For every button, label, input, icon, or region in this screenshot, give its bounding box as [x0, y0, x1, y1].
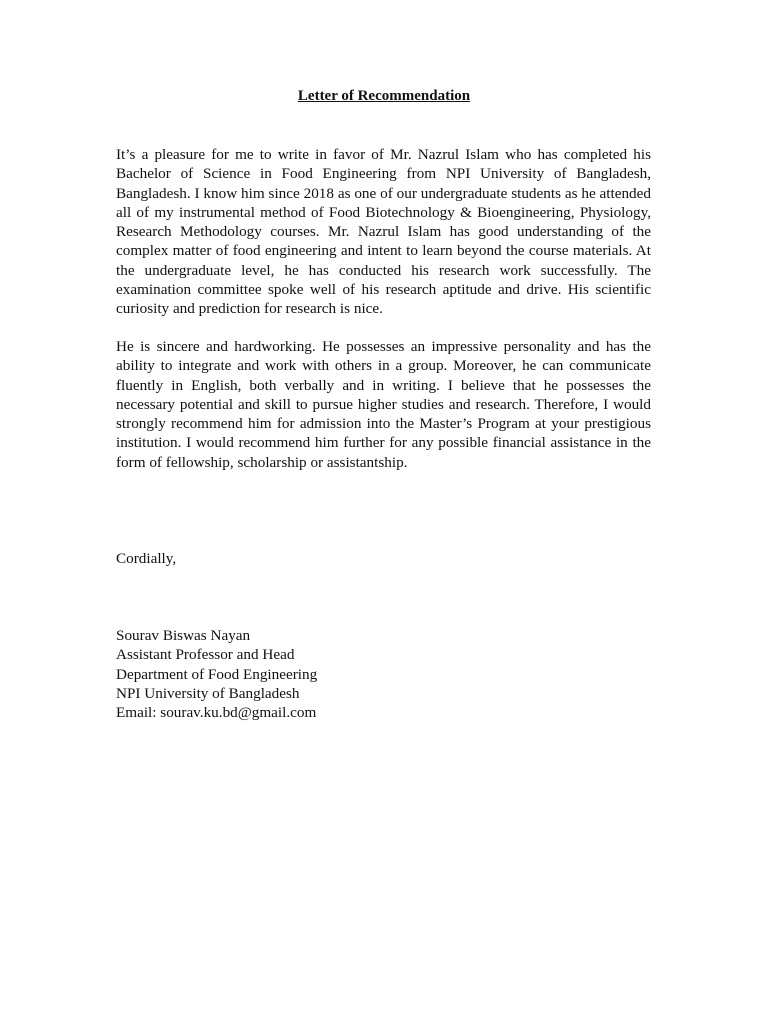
closing-salutation: Cordially, — [116, 550, 177, 567]
signer-email: Email: sourav.ku.bd@gmail.com — [116, 704, 317, 722]
letter-title: Letter of Recommendation — [297, 88, 471, 104]
signer-name: Sourav Biswas Nayan — [116, 627, 251, 644]
body-paragraph-2: He is sincere and hardworking. He possesses an impressive personality and has the ability to integrate and work with others in a group. Moreover, he can communicate fluently in English, both verbally and in writing. I believe that he possesses the necessary potential and skill to pursue higher studies and research. Therefore, I would strongly recommend him for admission into the Master’s Program at your prestigious institution. I would recommend him further for any possible financial assistance in the form of fellowship, scholarship or assistantship. — [116, 338, 651, 471]
signature-block — [116, 626, 317, 722]
signer-department: Department of Food Engineering — [116, 665, 318, 683]
signer-institution: NPI University of Bangladesh — [116, 684, 300, 702]
body-paragraph-1: It’s a pleasure for me to write in favor of Mr. Nazrul Islam who has completed his Bachelor of Science in Food Engineering from NPI University of Bangladesh, Bangladesh. I know him since 2018 as one of our undergraduate students as he attended all of my instrumental method of Food Biotechnology & Bioengineering, Physiology, Research Methodology courses. Mr. Nazrul Islam has good understanding of the complex matter of food engineering and intent to learn beyond the course materials. At the undergraduate level, he has conducted his research work successfully. The examination committee spoke well of his research aptitude and drive. His scientific curiosity and prediction for research is nice. — [116, 146, 651, 318]
signer-position: Assistant Professor and Head — [116, 646, 295, 664]
